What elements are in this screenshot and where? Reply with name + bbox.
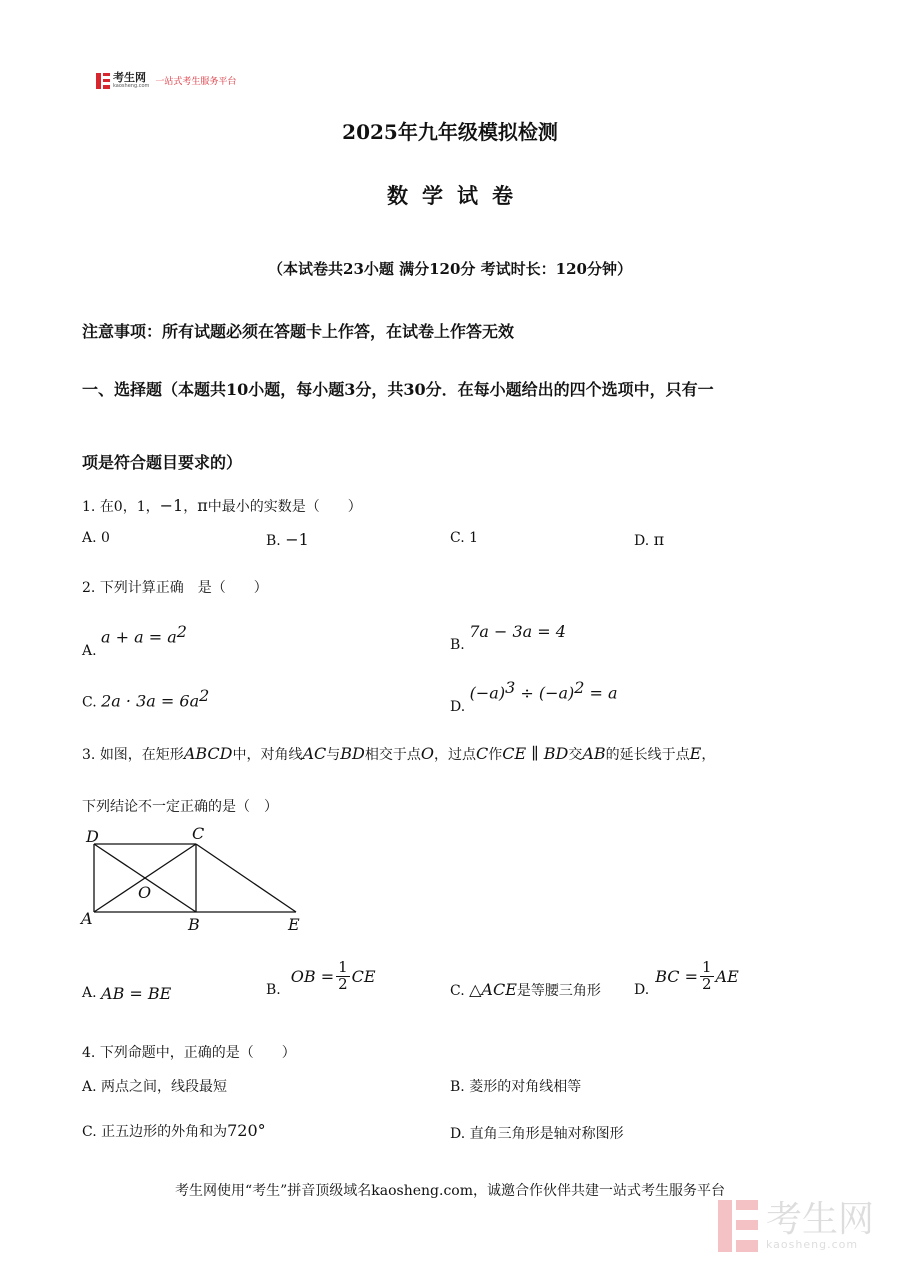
question-number: 2. xyxy=(82,580,96,596)
site-logo xyxy=(96,72,236,89)
segment-ce xyxy=(196,844,296,912)
question-1 xyxy=(82,496,362,516)
question-text: ， xyxy=(183,499,198,515)
question-text: 中最小的实数是（ ） xyxy=(207,499,362,515)
question-2 xyxy=(82,577,268,597)
question-number: 1. xyxy=(82,499,96,515)
math-expr: π xyxy=(197,496,208,515)
q1-option-a: A. 0 xyxy=(82,530,110,546)
question-4 xyxy=(82,1042,296,1062)
rectangle-figure xyxy=(78,822,318,937)
question-number: 4. xyxy=(82,1045,96,1061)
section-heading-line1: 一、选择题（本题共10小题，每小题3分，共30分．在每小题给出的四个选项中，只有一 xyxy=(82,380,714,399)
q4-option-b: B. 菱形的对角线相等 xyxy=(450,1079,582,1095)
q2-option-c: C. $2a \cdot 3a = 6a^2$ xyxy=(82,686,210,711)
question-3-line2: 下列结论不一定正确的是（ ） xyxy=(82,799,278,815)
fraction: $\frac{1}{2}$ xyxy=(701,958,712,993)
q3-option-c: C. △ACE是等腰三角形 xyxy=(450,980,601,999)
question-3: 3. 如图，在矩形ABCD中，对角线AC与BD相交于点O，过点C作CE ∥ BD交AB的延长线于点E， xyxy=(82,744,716,763)
q3-option-d: D. BC = $\frac{1}{2}$ AE xyxy=(634,958,739,999)
label-b: B xyxy=(188,915,200,934)
label-e: E xyxy=(288,915,300,934)
watermark-logo-icon xyxy=(718,1200,758,1252)
q1-option-b: B. −1 xyxy=(266,530,309,549)
label-c: C xyxy=(192,824,205,843)
math-expr: −1 xyxy=(159,496,184,515)
watermark-domain: kaosheng.com xyxy=(766,1237,859,1251)
question-text: 下列命题中，正确的是（ ） xyxy=(99,1045,296,1061)
exam-title: 2025年九年级模拟检测 xyxy=(342,120,558,144)
watermark-name: 考生网 xyxy=(766,1198,875,1240)
label-a: A xyxy=(81,909,93,928)
exam-info: （本试卷共23小题 满分120分 考试时长：120分钟） xyxy=(268,260,632,278)
question-number: 3. xyxy=(82,747,96,763)
question-text: 在0，1， xyxy=(99,499,160,515)
q4-option-a: A. 两点之间，线段最短 xyxy=(82,1079,228,1095)
q3-option-a: A. AB = BE xyxy=(82,984,172,1003)
q4-option-d: D. 直角三角形是轴对称图形 xyxy=(450,1126,624,1142)
label-d: D xyxy=(86,827,99,846)
logo-icon xyxy=(96,73,110,89)
label-o: O xyxy=(138,883,152,902)
q1-option-d: D. π xyxy=(634,530,665,549)
notice: 注意事项：所有试题必须在答题卡上作答，在试卷上作答无效 xyxy=(82,322,515,341)
watermark xyxy=(718,1200,874,1252)
exam-subject: 数学试卷 xyxy=(387,183,527,208)
q2-option-a: A. $a + a = a^2$ xyxy=(82,622,187,659)
question-text: 下列计算正确 是（ ） xyxy=(99,580,268,596)
page-footer: 考生网使用“考生”拼音顶级域名kaosheng.com，诚邀合作伙伴共建一站式考生服务平台 xyxy=(174,1183,726,1199)
q2-option-d: D. $(-a)^3 \div (-a)^2 = a$ xyxy=(450,678,618,715)
q2-option-b: B. 7a − 3a = 4 xyxy=(450,622,566,653)
q1-option-c: C. 1 xyxy=(450,530,479,546)
q4-option-c: C. 正五边形的外角和为720° xyxy=(82,1121,266,1140)
logo-name: 考生网 xyxy=(113,71,146,84)
logo-slogan: 一站式考生服务平台 xyxy=(155,77,237,87)
fraction: $\frac{1}{2}$ xyxy=(338,958,348,993)
logo-domain: kaosheng.com xyxy=(113,83,150,89)
section-heading-line2: 项是符合题目要求的） xyxy=(82,453,243,472)
q3-option-b: B. OB = $\frac{1}{2}$ CE xyxy=(266,958,376,999)
